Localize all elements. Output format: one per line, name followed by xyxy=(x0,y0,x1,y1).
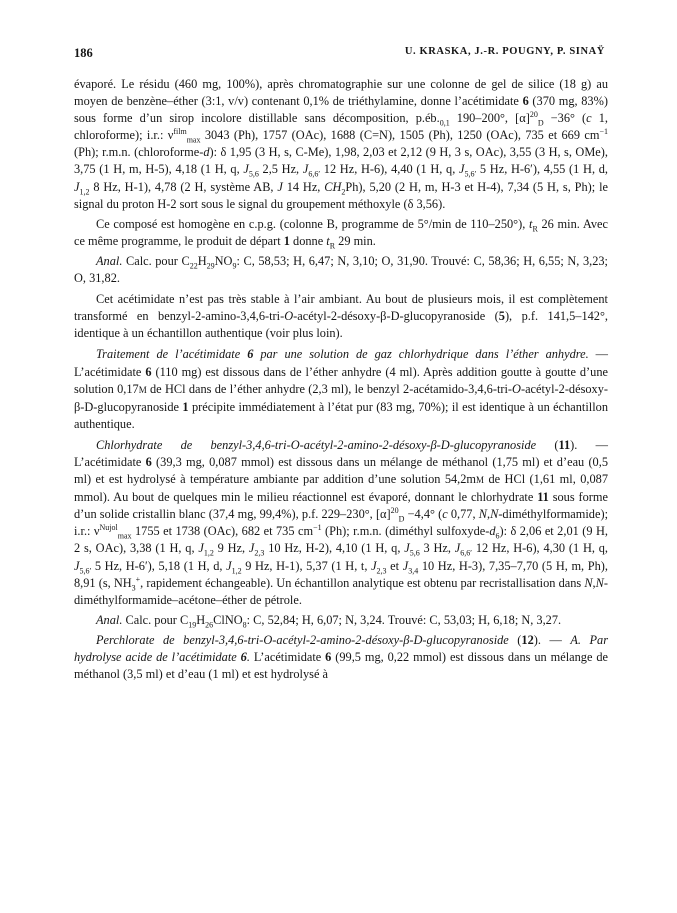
paragraph-5: Traitement de l’acétimidate 6 par une solution de gaz chlorhydrique dans l’éther anhydre. — L’acétimidate 6 (110 mg) est dissous dans de l’éther anhydre (4 ml). Après addition goutte à goutte d’une solution 0,17M de HCl dans de l’éther anhydre (2,3 ml), le benzyl 2-acétamido-3,4,6-tri-O-acétyl-2-désoxy-β-D-glucopyranoside 1 précipite immédiatement à l’état pur (83 mg, 70%); il est identique à un échantillon authentique. xyxy=(74,347,609,431)
paragraph-7: Anal. Calc. pour $C_{19}H_{26}ClNO_8$: C, 52,84; H, 6,07; N, 3,24. Trouvé: C, 53,03; H, 6,18; N, 3,27. xyxy=(96,612,562,630)
paragraph-2: Ce composé est homogène en c.p.g. (colonne B, programme de 5°/min de 110–250°), $t_R$ 26 min. Avec ce même programme, le produit de départ 1 donne $t_R$ 29 min. xyxy=(74,216,609,251)
running-head-authors: U. KRASKA, J.-R. POUGNY, P. SINAŸ xyxy=(404,46,605,57)
paragraph-6: Chlorhydrate de benzyl-3,4,6-tri-O-acétyl-2-amino-2-désoxy-β-D-glucopyranoside (11). — L’acétimidate 6 (39,3 mg, 0,087 mmol) est dissous dans un mélange de méthanol (1,75 ml) et d’eau (0,5 ml) et est hydrolysé à température ambiante par addition d’une solution 54,2mM de HCl (1,61 ml, 0,087 mmol). Au bout de quelques min le milieu réactionnel est évaporé, donnant le chlorhydrate 11 sous forme d’un solide cristallin blanc (37,4 mg, 99,4%), p.f. 229–230°, $[\alpha]^{20}_D -4,4^\circ$ (c 0,77, N,N-diméthylformamide); i.r.: $\nu^{Nujol}_{max}$ 1755 et 1738 (OAc), 682 et 735 $cm^{-1}$ (Ph); r.m.n. (diméthyl sulfoxyde-$d_6$): δ 2,06 et 2,01 (9 H, 2 s, OAc), 3,38 (1 H, q, $J_{1,2}$ 9 Hz, $J_{2,3}$ 10 Hz, H-2), 4,10 (1 H, q, $J_{5,6}$ 3 Hz, $J_{6,6'}$ 12 Hz, H-6), 4,30 (1 H, q, $J_{5,6'}$ 5 Hz, H-6′), 5,18 (1 H, d, $J_{1,2}$ 9 Hz, H-1), 5,37 (1 H, t, $J_{2,3}$ et $J_{3,4}$ 10 Hz, H-3), 7,35–7,70 (5 H, m, Ph), 8,91 (s, $NH_3^+$, rapidement échangeable). Un échantillon analytique est obtenu par recristallisation dans N,N-diméthylformamide–acétone–éther de pétrole. xyxy=(74,437,609,607)
page-number: 186 xyxy=(74,46,93,60)
paragraph-1: évaporé. Le résidu (460 mg, 100%), après chromatographie sur une colonne de gel de silice (18 g) au moyen de benzène–éther (3:1, v/v) contenant 0,1% de triéthylamine, donne l’acétimidate 6 (370 mg, 83%) sous forme d’un sirop incolore distillable sans décomposition, $p.éb._{0,1}$ 190–200°, $[\alpha]^{20}_D -36^\circ$ (c 1, chloroforme); i.r.: $\nu^{film}_{max}$ 3043 (Ph), 1757 (OAc), 1688 (C=N), 1505 (Ph), 1250 (OAc), 735 et 669 $cm^{-1}$ (Ph); r.m.n. (chloroforme-d): δ 1,95 (3 H, s, C-Me), 1,98, 2,03 et 2,12 (9 H, 3 s, OAc), 3,55 (3 H, s, OMe), 3,75 (1 H, m, H-5), 4,18 (1 H, q, $J_{5,6}$ 2,5 Hz, $J_{6,6'}$ 12 Hz, H-6), 4,40 (1 H, q, $J_{5,6'}$ 5 Hz, H-6′), 4,55 (1 H, d, $J_{1,2}$ 8 Hz, H-1), 4,78 (2 H, système AB, J 14 Hz, $CH_2Ph$), 5,20 (2 H, m, H-3 et H-4), 7,34 (5 H, s, Ph); le signal du proton H-2 sort sous le signal du groupement méthoxyle (δ 3,56). xyxy=(74,77,609,211)
page-header xyxy=(74,46,605,64)
paragraph-8: Perchlorate de benzyl-3,4,6-tri-O-acétyl-2-amino-2-désoxy-β-D-glucopyranoside (12). — A. Par hydrolyse acide de l’acétimidate 6. L’acétimidate 6 (99,5 mg, 0,22 mmol) est dissous dans un mélange de méthanol (3,5 ml) et d’eau (1 ml) et est hydrolysé à xyxy=(74,632,608,682)
article-body xyxy=(74,76,608,686)
paragraph-4: Cet acétimidate n’est pas très stable à l’air ambiant. Au bout de plusieurs mois, il est complètement transformé en benzyl-2-amino-3,4,6-tri-O-acétyl-2-désoxy-β-D-glucopyranoside (5), p.f. 141,5–142°, identique à un échantillon authentique (voir plus loin). xyxy=(74,292,609,341)
paragraph-3: Anal. Calc. pour $C_{22}H_{29}NO_9$: C, 58,53; H, 6,47; N, 3,10; O, 31,90. Trouvé: C, 58,36; H, 6,55; N, 3,23; O, 31,82. xyxy=(74,253,608,286)
